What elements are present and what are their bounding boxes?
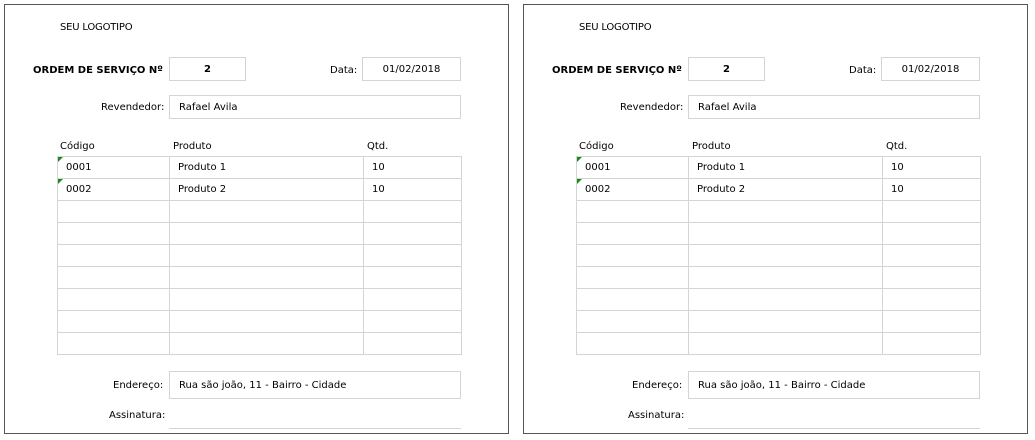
- qty-cell[interactable]: [883, 223, 981, 245]
- address-field[interactable]: Rua são joão, 11 - Bairro - Cidade: [169, 371, 461, 399]
- qty-cell[interactable]: [883, 201, 981, 223]
- product-cell[interactable]: [689, 289, 883, 311]
- product-cell[interactable]: [689, 267, 883, 289]
- product-cell[interactable]: Produto 2: [170, 179, 364, 201]
- code-cell[interactable]: 0001: [58, 157, 170, 179]
- date-label: Data:: [849, 65, 877, 76]
- reseller-label: Revendedor:: [101, 102, 165, 113]
- product-cell[interactable]: [689, 311, 883, 333]
- signature-label: Assinatura:: [628, 410, 685, 421]
- signature-label: Assinatura:: [109, 410, 166, 421]
- comment-flag-icon: [577, 179, 582, 184]
- table-row: [58, 201, 462, 223]
- column-header-product: Produto: [692, 141, 731, 152]
- table-row: [577, 201, 981, 223]
- date-field[interactable]: 01/02/2018: [881, 57, 980, 81]
- column-header-product: Produto: [173, 141, 212, 152]
- signature-line[interactable]: [688, 428, 980, 429]
- qty-cell[interactable]: [364, 201, 462, 223]
- order-number-field[interactable]: 2: [169, 57, 246, 81]
- table-row: [58, 245, 462, 267]
- code-cell[interactable]: 0002: [577, 179, 689, 201]
- code-cell[interactable]: [58, 267, 170, 289]
- product-cell[interactable]: [170, 267, 364, 289]
- column-header-qty: Qtd.: [886, 141, 908, 152]
- logo-placeholder: SEU LOGOTIPO: [60, 22, 133, 33]
- table-row: [577, 245, 981, 267]
- qty-cell[interactable]: [883, 289, 981, 311]
- table-row: [577, 289, 981, 311]
- product-cell[interactable]: [170, 289, 364, 311]
- product-cell[interactable]: Produto 2: [689, 179, 883, 201]
- product-cell[interactable]: [170, 201, 364, 223]
- code-cell[interactable]: [577, 333, 689, 355]
- product-cell[interactable]: [170, 333, 364, 355]
- table-row: [58, 333, 462, 355]
- code-cell[interactable]: [58, 201, 170, 223]
- table-row: [577, 179, 981, 201]
- qty-cell[interactable]: [364, 311, 462, 333]
- table-row: [577, 267, 981, 289]
- product-cell[interactable]: [689, 201, 883, 223]
- column-header-code: Código: [579, 141, 614, 152]
- qty-cell[interactable]: [883, 245, 981, 267]
- table-row: [577, 333, 981, 355]
- code-cell[interactable]: [577, 223, 689, 245]
- signature-line[interactable]: [169, 428, 461, 429]
- order-number-field[interactable]: 2: [688, 57, 765, 81]
- product-cell[interactable]: [170, 223, 364, 245]
- product-cell[interactable]: [170, 245, 364, 267]
- code-cell[interactable]: [58, 245, 170, 267]
- product-cell[interactable]: [689, 245, 883, 267]
- qty-cell[interactable]: [883, 267, 981, 289]
- product-cell[interactable]: [170, 311, 364, 333]
- qty-cell[interactable]: [364, 267, 462, 289]
- date-field[interactable]: 01/02/2018: [362, 57, 461, 81]
- qty-cell[interactable]: 10: [364, 157, 462, 179]
- items-table: [57, 156, 462, 355]
- table-row: [577, 157, 981, 179]
- table-row: [58, 157, 462, 179]
- table-row: [58, 311, 462, 333]
- code-cell[interactable]: [577, 267, 689, 289]
- code-cell[interactable]: [577, 311, 689, 333]
- product-cell[interactable]: [689, 223, 883, 245]
- items-table: [576, 156, 981, 355]
- service-order-form-right: [523, 4, 1028, 434]
- reseller-field[interactable]: Rafael Avila: [688, 95, 980, 119]
- product-cell[interactable]: [689, 333, 883, 355]
- comment-flag-icon: [58, 157, 63, 162]
- table-row: [58, 267, 462, 289]
- order-number-label: ORDEM DE SERVIÇO Nº: [33, 65, 163, 76]
- qty-cell[interactable]: 10: [883, 179, 981, 201]
- code-cell[interactable]: 0001: [577, 157, 689, 179]
- address-label: Endereço:: [632, 380, 683, 391]
- code-cell[interactable]: [58, 289, 170, 311]
- qty-cell[interactable]: 10: [883, 157, 981, 179]
- order-number-label: ORDEM DE SERVIÇO Nº: [552, 65, 682, 76]
- table-row: [58, 179, 462, 201]
- code-cell[interactable]: [58, 311, 170, 333]
- table-row: [577, 311, 981, 333]
- product-cell[interactable]: Produto 1: [689, 157, 883, 179]
- code-cell[interactable]: [577, 289, 689, 311]
- code-cell[interactable]: 0002: [58, 179, 170, 201]
- table-row: [58, 289, 462, 311]
- reseller-field[interactable]: Rafael Avila: [169, 95, 461, 119]
- table-row: [577, 223, 981, 245]
- address-field[interactable]: Rua são joão, 11 - Bairro - Cidade: [688, 371, 980, 399]
- qty-cell[interactable]: [364, 333, 462, 355]
- comment-flag-icon: [58, 179, 63, 184]
- logo-placeholder: SEU LOGOTIPO: [579, 22, 652, 33]
- comment-flag-icon: [577, 157, 582, 162]
- service-order-form-left: [4, 4, 509, 434]
- code-cell[interactable]: [577, 201, 689, 223]
- date-label: Data:: [330, 65, 358, 76]
- product-cell[interactable]: Produto 1: [170, 157, 364, 179]
- code-cell[interactable]: [577, 245, 689, 267]
- address-label: Endereço:: [113, 380, 164, 391]
- qty-cell[interactable]: [883, 311, 981, 333]
- code-cell[interactable]: [58, 333, 170, 355]
- qty-cell[interactable]: [364, 223, 462, 245]
- qty-cell[interactable]: [364, 245, 462, 267]
- table-row: [58, 223, 462, 245]
- qty-cell[interactable]: [364, 289, 462, 311]
- qty-cell[interactable]: [883, 333, 981, 355]
- qty-cell[interactable]: 10: [364, 179, 462, 201]
- column-header-qty: Qtd.: [367, 141, 389, 152]
- code-cell[interactable]: [58, 223, 170, 245]
- reseller-label: Revendedor:: [620, 102, 684, 113]
- column-header-code: Código: [60, 141, 95, 152]
